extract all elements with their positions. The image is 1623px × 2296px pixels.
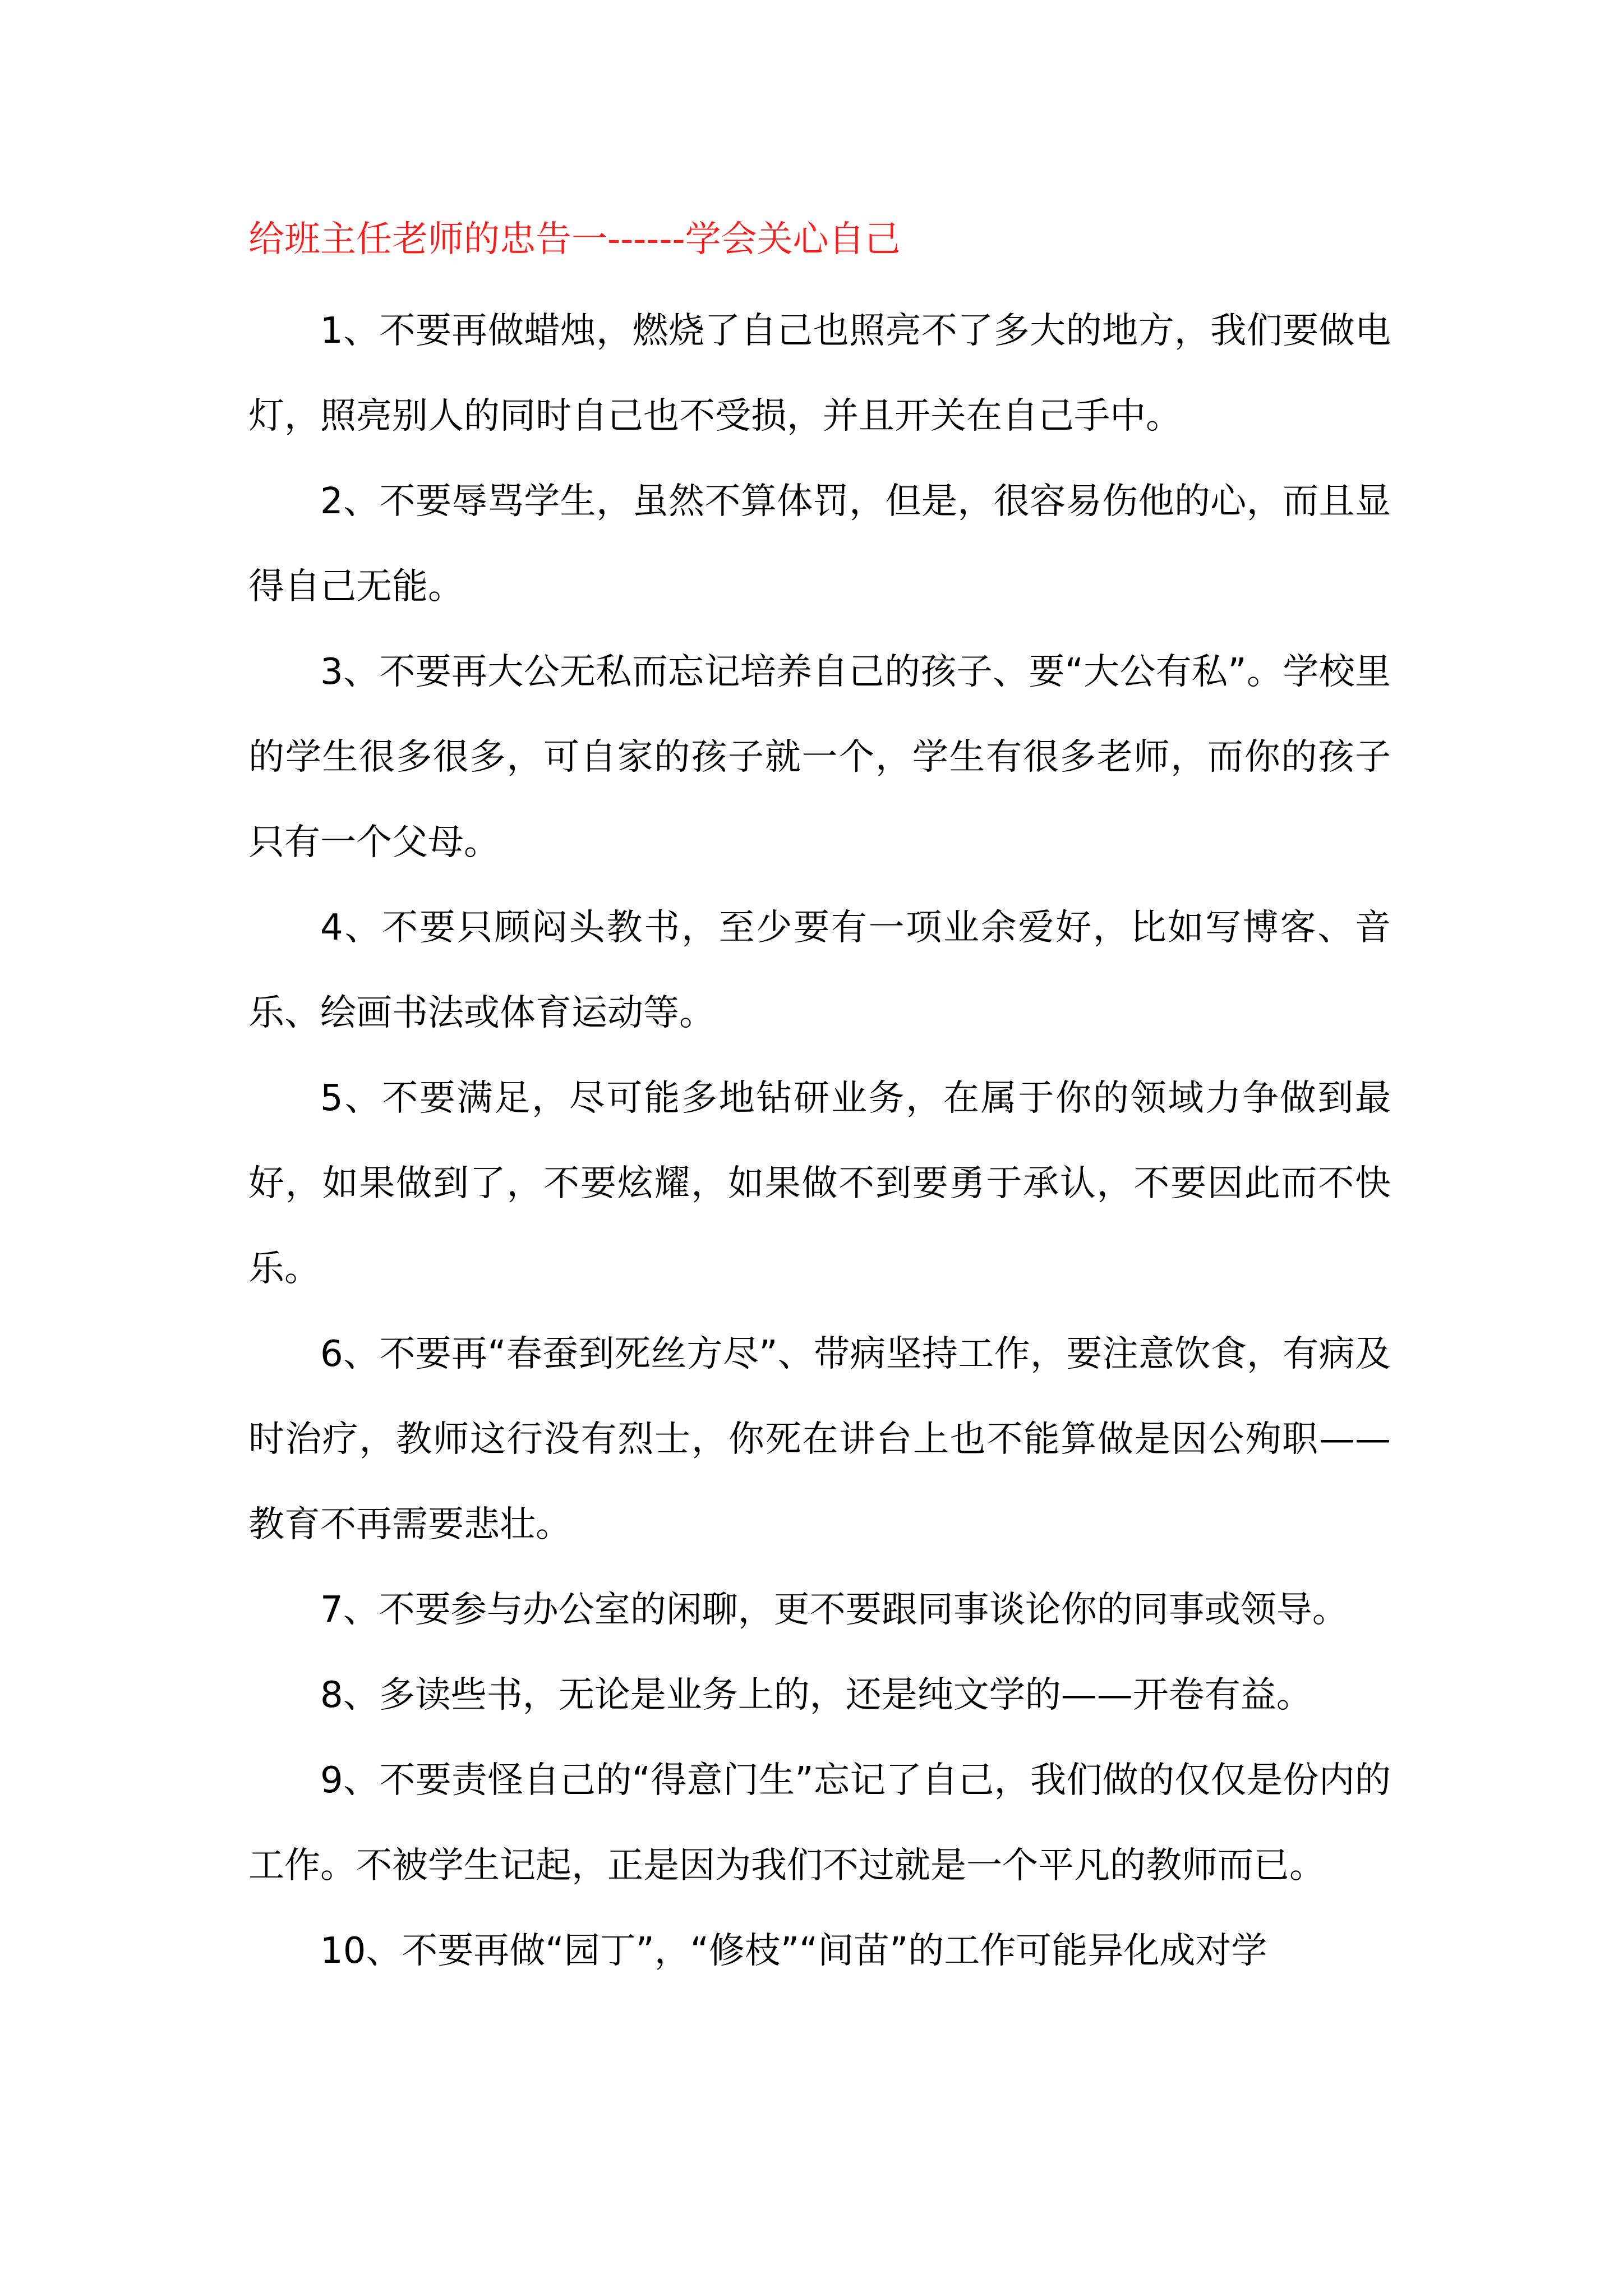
paragraph-1: 1、不要再做蜡烛，燃烧了自己也照亮不了多大的地方，我们要做电灯，照亮别人的同时自己也不受损，并且开关在自己手中。	[248, 310, 1391, 437]
paragraph-3: 3、不要再大公无私而忘记培养自己的孩子、要“大公有私”。学校里的学生很多很多，可自家的孩子就一个，学生有很多老师，而你的孩子只有一个父母。	[248, 651, 1391, 863]
paragraph-4: 4、不要只顾闷头教书，至少要有一项业余爱好，比如写博客、音乐、绘画书法或体育运动等。	[248, 907, 1391, 1034]
paragraph-8: 8、多读些书，无论是业务上的，还是纯文学的——开卷有益。	[320, 1674, 1312, 1716]
document-page	[248, 206, 1391, 1994]
document-title: 给班主任老师的忠告一------学会关心自己	[248, 219, 901, 260]
paragraph-6: 6、不要再“春蚕到死丝方尽”、带病坚持工作，要注意饮食，有病及时治疗，教师这行没有烈士，你死在讲台上也不能算做是因公殉职——教育不再需要悲壮。	[248, 1333, 1391, 1545]
paragraph-5: 5、不要满足，尽可能多地钻研业务，在属于你的领域力争做到最好，如果做到了，不要炫耀，如果做不到要勇于承认，不要因此而不快乐。	[248, 1078, 1391, 1290]
paragraph-2: 2、不要辱骂学生，虽然不算体罚，但是，很容易伤他的心，而且显得自己无能。	[248, 481, 1391, 608]
paragraph-7: 7、不要参与办公室的闲聊，更不要跟同事谈论你的同事或领导。	[320, 1589, 1348, 1631]
paragraph-10: 10、不要再做“园丁”，“修枝”“间苗”的工作可能异化成对学	[320, 1930, 1267, 1972]
paragraph-9: 9、不要责怪自己的“得意门生”忘记了自己，我们做的仅仅是份内的工作。不被学生记起，正是因为我们不过就是一个平凡的教师而已。	[248, 1760, 1391, 1887]
